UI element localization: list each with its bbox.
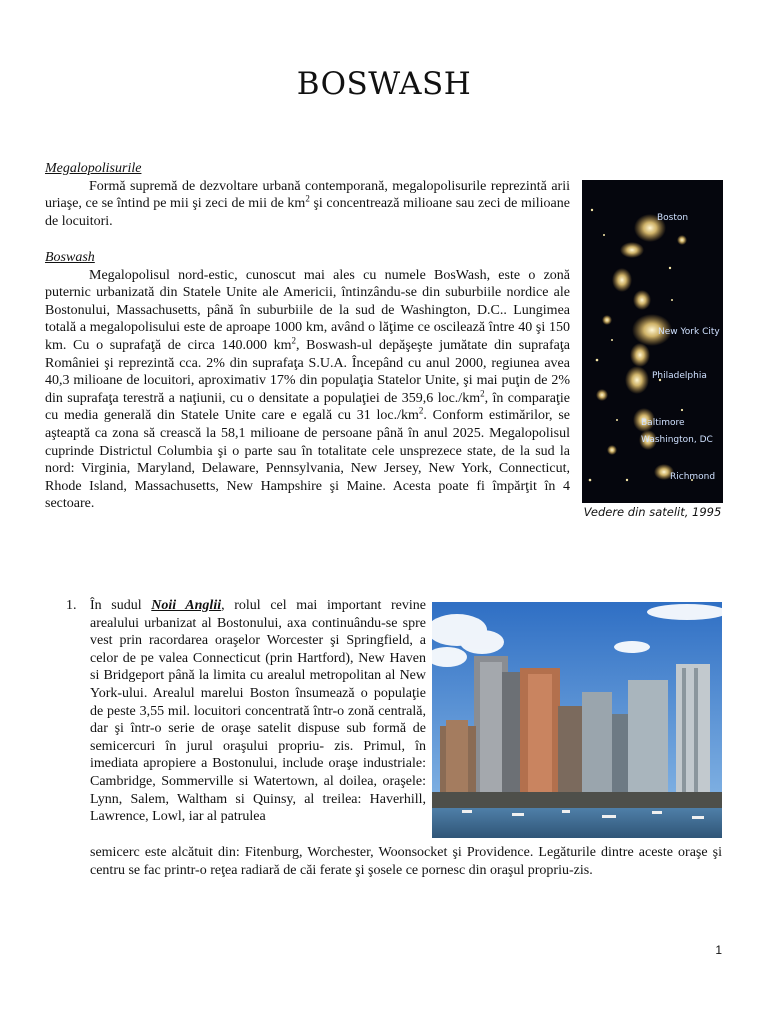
megalopolis-section <box>45 160 570 230</box>
list-lead: În sudul <box>90 598 152 613</box>
sat-label-washington: Washington, DC <box>641 435 713 445</box>
satellite-caption: Vedere din satelit, 1995 <box>583 505 722 519</box>
list-item-continuation: semicerc este alcătuit din: Fitenburg, Worchester, Woonsocket şi Providence. Legăturile dintre aceste oraşe şi centru se fac printr-o reţea radiară de căi ferate şi şosele ce pornesc din oraşul propriu-zis. <box>90 845 722 878</box>
sat-label-baltimore: Baltimore <box>641 418 685 428</box>
boston-skyline-image <box>432 602 722 838</box>
boswash-text-1: Megalopolisul nord-estic, cunoscut mai ales cu numele BosWash, este o zonă puternic urbanizată din Statele Unite ale Americii, întinzându-se din suburbiile nordice ale Bostonului, Massachusetts, până în suburbiile de la sud de Washington, D.C.. Lungimea totală a megalopolisului este de aproape 1000 km, având o lăţime ce oscilează între 40 şi 150 km. Cu o suprafaţă de circa 140.000 km <box>45 267 570 353</box>
boswash-text-4: . Conform estimărilor, se aşteaptă ca zona să crească la 58,1 milioane de persoane până în anul 2025. Megalopolisul cuprinde Districtul Columbia şi o parte sau în totalitate cele unsprezece state, de la sud la nord: Virginia, Maryland, Delaware, Pennsylvania, New Jersey, New York, Connecticut, Rhode Island, Massachusetts, New Hampshire şi Maine. Acesta poate fi împărţit în 4 sectoare. <box>45 408 570 512</box>
sat-label-philadelphia: Philadelphia <box>652 371 707 381</box>
megalopolis-sup: 2 <box>305 193 310 204</box>
list-body: , rolul cel mai important revine arealului urbanizat al Bostonului, axa continuându-se spre vest prin racordarea oraşelor Worcester şi Springfield, a celor de pe valea Connecticut (prin Hartford), New Haven si Bridgeport până la limita cu arealul metropolitan al New York-ului. Arealul marelui Boston însumează o populaţie de peste 3,55 mil. locuitori concentrată într-o zonă centrală, dar şi într-o serie de oraşe satelit dispuse sub formă de semicercuri în jurul oraşului propriu- zis. Primul, în imediata apropiere a Bostonului, include oraşe industriale: Cambridge, Sommerville si Watertown, al doilea, oraşele: Lynn, Salem, Waltham si Quinsy, al treilea: Haverhill, Lawrence, Lowl, iar al patrulea <box>90 598 426 825</box>
boswash-sup-3: 2 <box>418 405 424 416</box>
megalopolis-paragraph <box>45 178 570 231</box>
page-title: BOSWASH <box>296 66 472 102</box>
sat-label-new-york: New York City <box>658 327 720 337</box>
boswash-sup-1: 2 <box>291 335 297 346</box>
boston-skyline-illustration <box>432 602 722 838</box>
boswash-paragraph <box>45 267 570 513</box>
satellite-image <box>582 180 723 503</box>
megalopolis-text-b: şi concentrează milioane sau zeci de milioane de locuitori. <box>45 196 570 229</box>
page-number: 1 <box>715 943 722 957</box>
boswash-section <box>45 249 570 513</box>
list-emphasis: Noii Anglii <box>151 598 222 613</box>
list-number: 1. <box>66 598 77 613</box>
boswash-heading: Boswash <box>45 250 95 265</box>
megalopolis-heading: Megalopolisurile <box>45 161 142 176</box>
sat-label-richmond: Richmond <box>670 472 716 482</box>
satellite-night-lights <box>582 180 723 503</box>
list-item-text <box>90 597 426 826</box>
boswash-text-3: , în comparaţie cu media generală din Statele Unite care e egală cu 31 loc./km <box>45 390 570 424</box>
boswash-sup-2: 2 <box>480 388 485 399</box>
sat-label-boston: Boston <box>657 213 689 223</box>
boswash-text-2: , Boswash-ul depăşeşte jumătate din suprafaţa României şi reprezintă cca. 2% din suprafaţa S.U.A. Începând cu anul 2000, regiunea avea 40,3 milioane de locuitori, aproximativ 17% din populaţia Statelor Unite, şi mai puţin de 2% din suprafaţa terestră a naţiunii, cu o densitate a populaţiei de 359,6 loc./km <box>45 337 571 406</box>
megalopolis-text-a: Formă supremă de dezvoltare urbană contemporană, megalopolisurile reprezintă arii uriaşe, ce se întind pe mii şi zeci de mii de km <box>45 178 570 212</box>
